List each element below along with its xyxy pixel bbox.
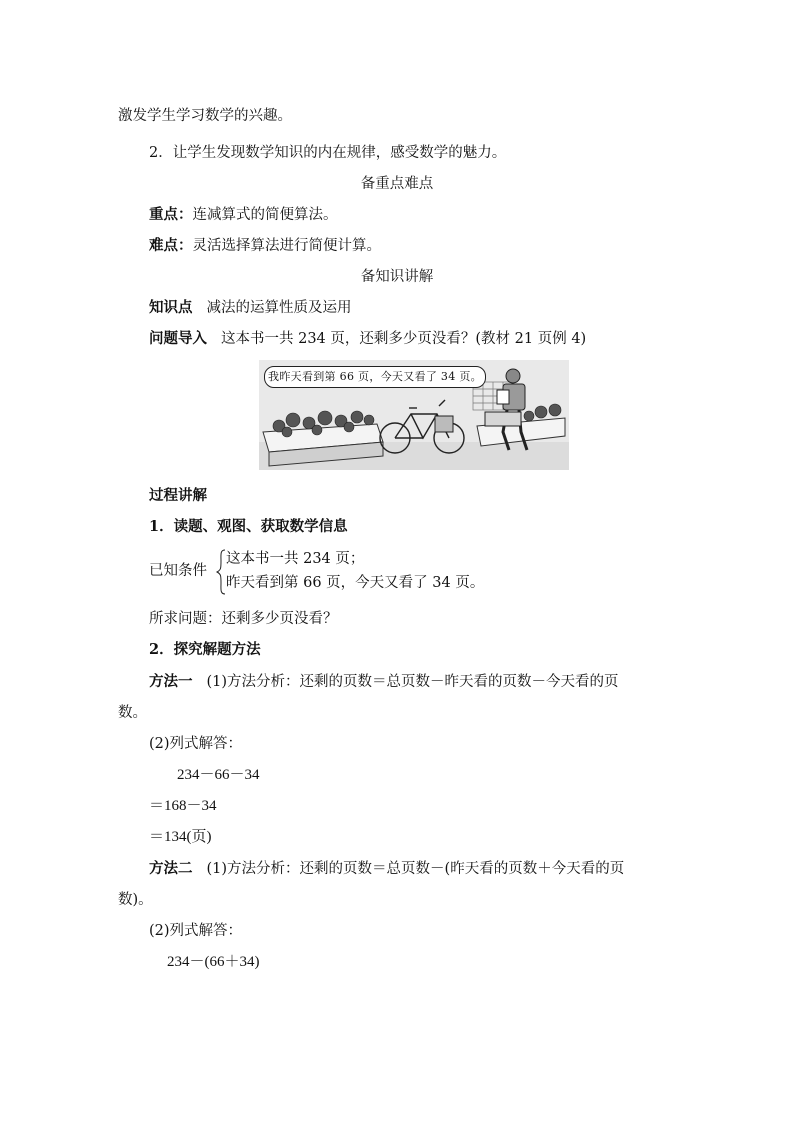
process-heading: 过程讲解	[149, 487, 207, 504]
method-2-equation-1: 234－(66＋34)	[167, 954, 260, 970]
method-2-label: 方法二	[149, 860, 193, 877]
text-line-goal-2: 2．让学生发现数学知识的内在规律，感受数学的魅力。	[149, 145, 507, 161]
method-1-equation-2: ＝168－34	[149, 798, 217, 814]
question-intro-line	[149, 329, 586, 349]
left-brace	[216, 549, 226, 595]
method-2-solution-label: (2)列式解答：	[149, 923, 243, 939]
speech-bubble: 我昨天看到第 66 页，今天又看了 34 页。	[264, 366, 486, 388]
method-1-equation-1: 234－66－34	[177, 767, 260, 783]
step-1-heading: 1．读题、观图、获取数学信息	[149, 518, 348, 535]
condition-pages-read: 昨天看到第 66 页，今天又看了 34 页。	[226, 575, 485, 591]
step-2-heading: 2．探究解题方法	[149, 641, 261, 658]
method-1-equation-3: ＝134(页)	[149, 829, 212, 845]
method-2-analysis	[149, 859, 624, 879]
condition-total-pages: 这本书一共 234 页；	[226, 551, 365, 567]
section-heading-key-points: 备重点难点	[360, 176, 434, 192]
key-point-text: 连减算式的简便算法。	[192, 207, 338, 223]
method-1-analysis-continued: 数。	[118, 705, 147, 721]
question-asked: 所求问题：还剩多少页没看？	[149, 611, 338, 627]
difficulty-text: 灵活选择算法进行简便计算。	[192, 238, 381, 254]
method-2-analysis-text: (1)方法分析：还剩的页数＝总页数－(昨天看的页数＋今天看的页	[206, 861, 625, 877]
known-conditions-label: 已知条件	[149, 563, 207, 579]
method-1-analysis-text: (1)方法分析：还剩的页数＝总页数－昨天看的页数－今天看的页	[206, 674, 619, 690]
section-heading-knowledge: 备知识讲解	[360, 269, 434, 285]
key-point-line	[149, 205, 338, 225]
knowledge-point-text: 减法的运算性质及运用	[206, 300, 352, 316]
text-line-interest: 激发学生学习数学的兴趣。	[118, 108, 292, 124]
difficulty-line	[149, 236, 381, 256]
method-2-analysis-continued: 数)。	[118, 892, 153, 908]
difficulty-label: 难点：	[149, 237, 193, 254]
question-intro-label: 问题导入	[149, 330, 207, 347]
knowledge-point-label: 知识点	[149, 299, 193, 316]
question-intro-text: 这本书一共 234 页，还剩多少页没看？(教材 21 页例 4)	[221, 331, 587, 347]
key-point-label: 重点：	[149, 206, 193, 223]
method-1-solution-label: (2)列式解答：	[149, 736, 243, 752]
knowledge-point-line	[149, 298, 352, 318]
method-1-label: 方法一	[149, 673, 193, 690]
method-1-analysis	[149, 672, 619, 692]
